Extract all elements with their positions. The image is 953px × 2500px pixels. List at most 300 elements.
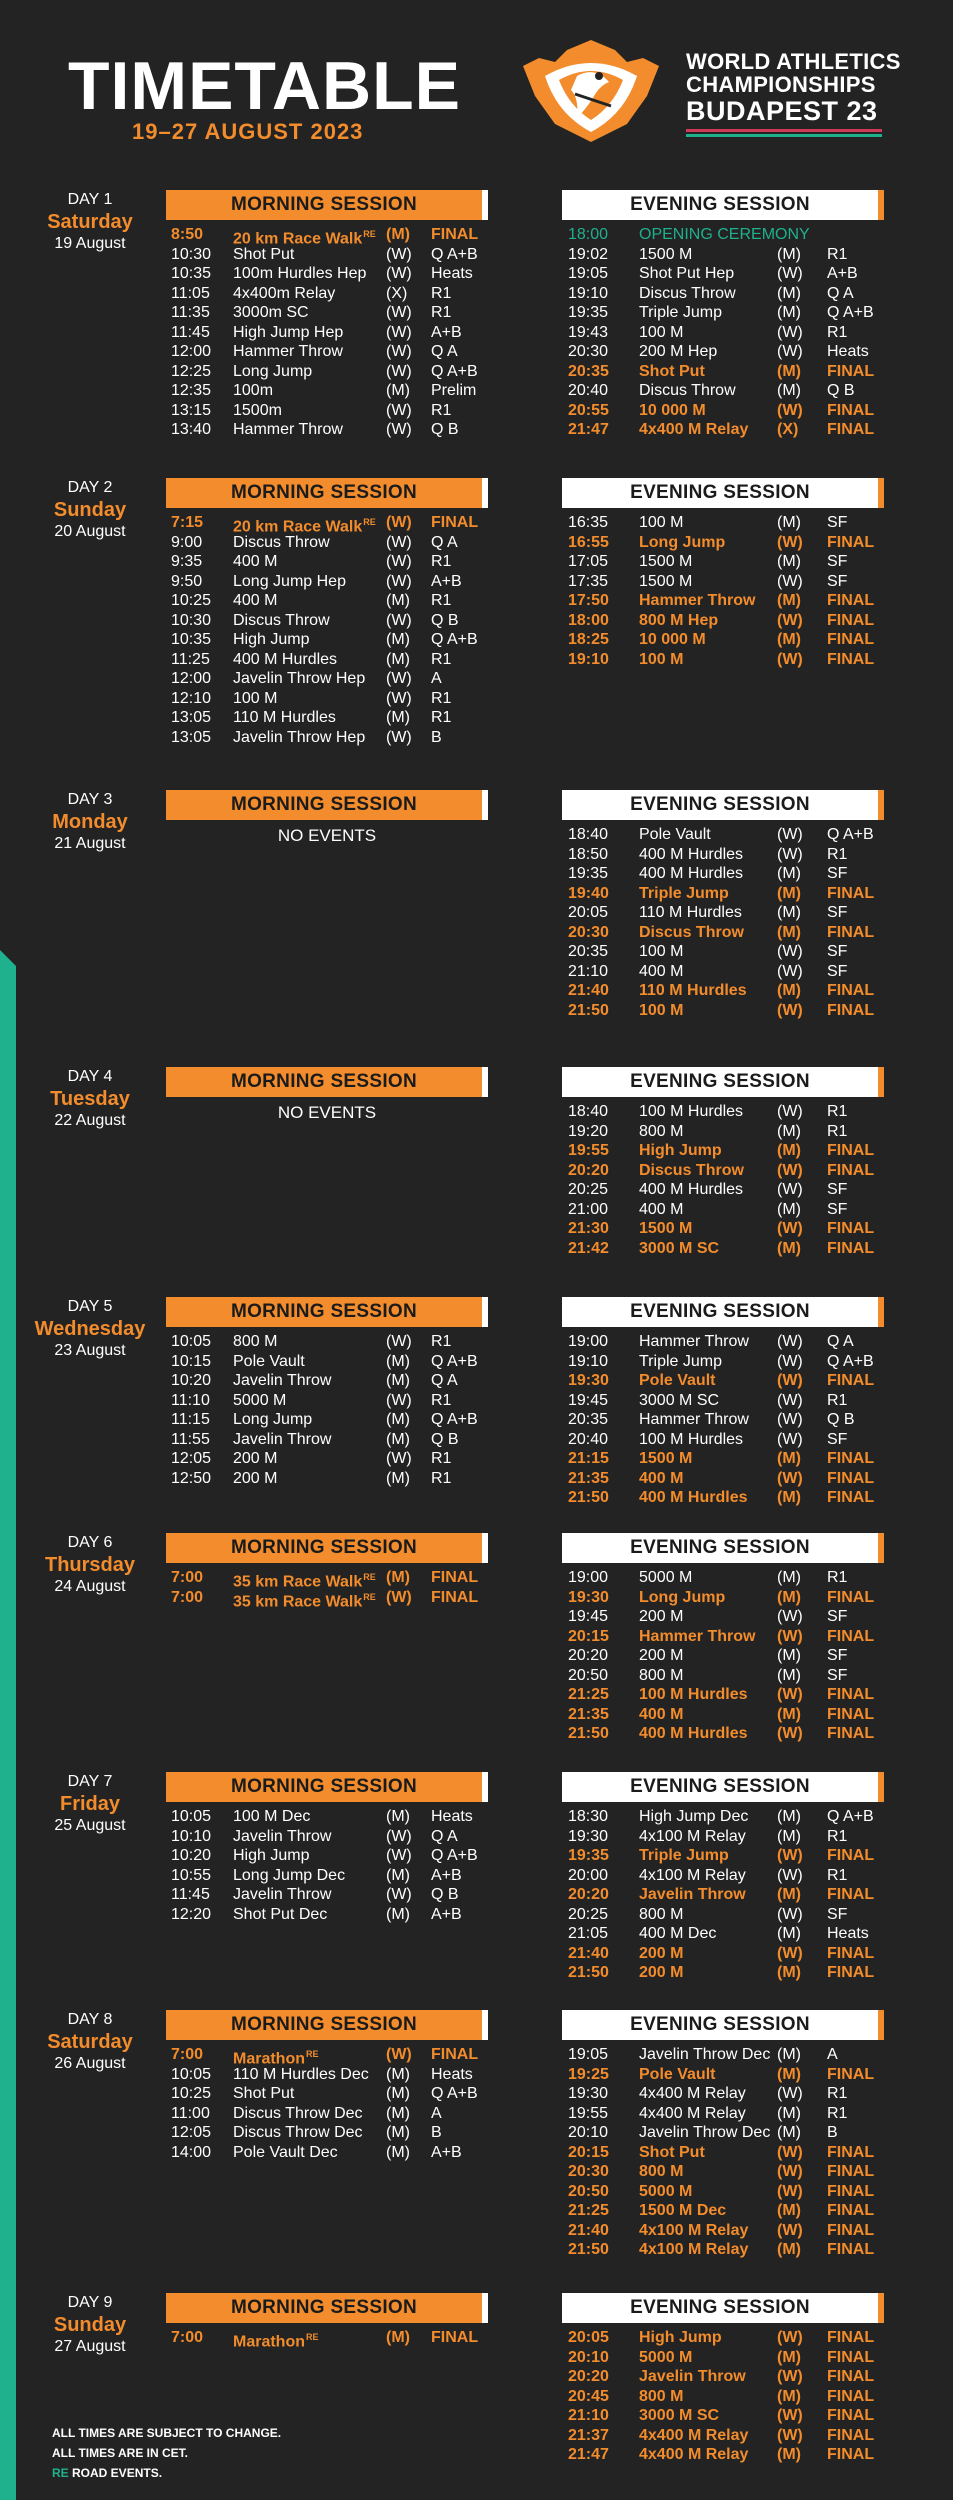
brand-rule-green	[686, 134, 882, 137]
event-name	[233, 1866, 345, 1886]
event-round: R1	[431, 689, 452, 707]
event-gender: (W)	[386, 1333, 412, 1350]
event-round: SF	[827, 514, 848, 531]
morning-session-header: MORNING SESSION	[166, 1772, 488, 1802]
event-round: Q A+B	[431, 1411, 478, 1428]
event-gender: (W)	[777, 826, 803, 843]
event-row	[166, 1410, 488, 1430]
event-round: SF	[827, 572, 848, 590]
morning-session	[166, 478, 488, 747]
event-row	[166, 1807, 488, 1827]
event-round: R1	[431, 1469, 452, 1487]
day-weekday: Friday	[59, 1793, 121, 1815]
event-time: 12:25	[171, 362, 212, 380]
event-row	[562, 245, 884, 265]
event-gender: (W)	[386, 265, 412, 282]
event-gender: (M)	[777, 1142, 801, 1159]
event-gender: (W)	[777, 2368, 803, 2385]
event-gender: (M)	[386, 2065, 410, 2083]
evening-session	[562, 1533, 884, 1744]
event-round: FINAL	[827, 2446, 875, 2463]
event-name	[639, 1239, 719, 1259]
day-weekday: Monday	[52, 811, 128, 833]
event-round: FINAL	[827, 2182, 875, 2200]
event-row	[562, 225, 884, 245]
event-gender: (M)	[777, 2124, 801, 2141]
event-gender: (W)	[777, 943, 803, 960]
event-row	[562, 2406, 884, 2426]
event-row	[562, 1588, 884, 1608]
event-name	[639, 1807, 748, 1827]
event-time: 21:25	[568, 1686, 609, 1703]
day-number: DAY 2	[67, 479, 113, 496]
event-gender: (W)	[777, 1430, 803, 1448]
event-name	[639, 1180, 743, 1200]
event-round: Q A	[431, 1827, 458, 1845]
event-time: 20:20	[568, 1161, 609, 1179]
event-name	[639, 2426, 748, 2446]
event-time: 21:50	[568, 1964, 609, 1981]
event-round: R1	[431, 1333, 452, 1350]
event-row	[562, 1627, 884, 1647]
day-number: DAY 7	[67, 1773, 113, 1790]
event-name	[639, 1685, 747, 1705]
event-row	[166, 342, 488, 362]
event-round: FINAL	[431, 226, 479, 243]
event-row	[562, 401, 884, 421]
event-gender: (M)	[386, 1352, 410, 1370]
event-name	[639, 1963, 683, 1983]
event-round: R1	[827, 845, 848, 863]
event-time: 19:35	[568, 865, 609, 882]
event-name	[639, 981, 747, 1001]
event-name	[639, 2104, 746, 2124]
event-round: FINAL	[827, 1886, 875, 1903]
event-time: 10:25	[171, 2085, 212, 2102]
event-gender: (M)	[386, 709, 410, 726]
event-time: 12:35	[171, 382, 212, 399]
event-name	[639, 962, 683, 982]
event-row	[562, 2123, 884, 2143]
event-time: 10:05	[171, 2065, 212, 2083]
event-gender: (M)	[777, 1886, 801, 1903]
event-row	[562, 1352, 884, 1372]
event-row	[166, 1449, 488, 1469]
event-name	[639, 245, 692, 265]
event-round: Q A	[827, 284, 854, 302]
event-gender: (M)	[777, 1450, 801, 1467]
event-name-text: Javelin Throw	[639, 2368, 746, 2385]
event-time: 20:25	[568, 1181, 609, 1198]
event-gender: (W)	[777, 1411, 803, 1428]
event-name-text: 20 km Race Walk	[233, 518, 363, 536]
event-round: FINAL	[827, 1450, 875, 1467]
event-round: Q A+B	[827, 1808, 874, 1825]
event-name	[639, 1102, 743, 1122]
event-name	[639, 1846, 729, 1866]
event-name	[639, 1371, 715, 1391]
event-round: Q A+B	[827, 1352, 874, 1370]
event-row	[166, 669, 488, 689]
event-name	[639, 1607, 683, 1627]
event-round: Q B	[431, 421, 459, 438]
event-row	[562, 2143, 884, 2163]
morning-session	[166, 1297, 488, 1488]
event-row	[562, 1410, 884, 1430]
event-name	[639, 2162, 683, 2182]
event-name	[639, 1410, 749, 1430]
event-gender: (W)	[386, 533, 412, 551]
event-name	[233, 708, 336, 728]
event-row	[562, 2045, 884, 2065]
event-row	[166, 1846, 488, 1866]
event-time: 21:40	[568, 982, 609, 999]
event-name-text: 800 M	[639, 2163, 684, 2180]
event-name-text: 4x400m Relay	[233, 284, 336, 302]
event-name-text: 400 M Hurdles	[639, 1725, 748, 1742]
event-name-text: High Jump Hep	[233, 323, 344, 341]
event-row	[166, 513, 488, 536]
event-row	[562, 2182, 884, 2202]
event-gender: (M)	[777, 592, 801, 609]
event-row	[562, 1371, 884, 1391]
day-label	[20, 1067, 160, 1131]
event-time: 20:00	[568, 1866, 609, 1884]
event-name-text: Marathon	[233, 2050, 305, 2068]
event-row	[562, 284, 884, 304]
event-gender: (M)	[777, 1122, 801, 1140]
event-name	[639, 1724, 747, 1744]
event-time: 20:30	[568, 343, 609, 360]
event-row	[562, 1568, 884, 1588]
event-time: 20:10	[568, 2348, 609, 2366]
event-row	[562, 1449, 884, 1469]
event-round: FINAL	[827, 2241, 875, 2258]
day-label	[20, 1297, 160, 1361]
event-time: 10:55	[171, 1866, 212, 1884]
event-name	[639, 2387, 683, 2407]
event-gender: (W)	[777, 1161, 803, 1179]
event-name-text: Long Jump Hep	[233, 572, 346, 590]
event-round: FINAL	[827, 2065, 875, 2083]
event-round: R1	[827, 1391, 848, 1409]
event-row	[562, 845, 884, 865]
event-gender: (W)	[386, 553, 412, 570]
event-row	[562, 1141, 884, 1161]
day-label	[20, 190, 160, 254]
event-gender: (M)	[386, 2085, 410, 2102]
event-name	[233, 1885, 331, 1905]
event-row	[562, 2445, 884, 2465]
event-row	[166, 1332, 488, 1352]
event-name	[639, 2328, 722, 2348]
event-name	[233, 1588, 376, 1612]
event-name	[639, 2406, 719, 2426]
day-date: 24 August	[54, 1578, 126, 1595]
event-round: A+B	[431, 1905, 462, 1923]
event-gender: (M)	[777, 1925, 801, 1942]
event-round: R1	[431, 650, 452, 668]
event-gender: (M)	[777, 2202, 801, 2219]
morning-event-list	[166, 1332, 488, 1488]
event-row	[562, 611, 884, 631]
event-time: 19:02	[568, 245, 609, 263]
event-name	[233, 2123, 363, 2143]
event-name-text: Long Jump	[233, 1411, 313, 1428]
day-weekday: Sunday	[53, 2314, 127, 2336]
morning-event-list	[166, 1568, 488, 1610]
footer-note-road-events	[52, 2463, 281, 2483]
event-gender: (M)	[777, 2446, 801, 2463]
event-name	[233, 552, 277, 572]
day-weekday: Thursday	[44, 1554, 136, 1576]
event-name	[639, 825, 711, 845]
event-gender: (M)	[777, 2387, 801, 2405]
event-gender: (W)	[777, 1944, 803, 1962]
event-name-text: 100 M Hurdles	[639, 1430, 744, 1448]
event-round: FINAL	[827, 2143, 875, 2161]
day-date: 21 August	[54, 835, 126, 852]
event-name	[639, 2123, 770, 2143]
evening-session-header: EVENING SESSION	[562, 1772, 884, 1802]
event-round: FINAL	[827, 2407, 875, 2424]
event-time: 21:25	[568, 2202, 609, 2219]
day-date: 25 August	[54, 1817, 126, 1834]
event-name-text: Discus Throw	[639, 284, 736, 302]
event-round: R1	[431, 284, 452, 302]
evening-event-list	[562, 225, 884, 440]
event-name-text: Javelin Throw	[233, 1372, 332, 1389]
morning-session-header: MORNING SESSION	[166, 790, 488, 820]
event-row	[166, 591, 488, 611]
event-time: 17:50	[568, 592, 609, 609]
event-round: Prelim	[431, 382, 477, 399]
event-time: 20:35	[568, 943, 609, 960]
event-row	[166, 1905, 488, 1925]
event-round: Q A	[827, 1333, 854, 1350]
evening-event-list	[562, 2328, 884, 2465]
event-round: Q B	[827, 382, 855, 399]
event-row	[562, 323, 884, 343]
event-gender: (M)	[777, 362, 801, 380]
event-time: 19:55	[568, 2104, 609, 2122]
event-time: 10:10	[171, 1827, 212, 1845]
event-gender: (W)	[386, 1450, 412, 1467]
event-round: FINAL	[827, 592, 875, 609]
event-row	[166, 728, 488, 748]
event-name-text: 10 000 M	[639, 631, 706, 648]
event-row	[562, 264, 884, 284]
event-name	[639, 2201, 726, 2221]
event-name-text: Long Jump	[233, 362, 313, 380]
event-name	[233, 572, 346, 592]
footer-note-timezone: ALL TIMES ARE IN CET.	[52, 2446, 189, 2460]
event-name-text: Javelin Throw	[639, 1886, 746, 1903]
event-round: R1	[431, 1450, 452, 1467]
event-time: 19:10	[568, 284, 609, 302]
morning-session-header: MORNING SESSION	[166, 1067, 488, 1097]
event-name	[233, 342, 343, 362]
event-row	[562, 1705, 884, 1725]
event-name	[233, 381, 273, 401]
event-gender: (M)	[386, 1411, 410, 1428]
event-gender: (M)	[777, 1489, 801, 1506]
event-gender: (W)	[777, 650, 803, 668]
event-name-text: Shot Put	[639, 2143, 705, 2161]
event-name-text: Shot Put Hep	[639, 265, 735, 282]
event-gender: (W)	[386, 1827, 412, 1845]
event-gender: (W)	[777, 1469, 803, 1487]
event-gender: (M)	[386, 1569, 410, 1586]
event-time: 20:30	[568, 923, 609, 941]
morning-session-header: MORNING SESSION	[166, 2010, 488, 2040]
event-time: 17:35	[568, 572, 609, 590]
event-name	[639, 884, 729, 904]
event-name-text: 200 M	[639, 1944, 684, 1962]
event-time: 11:10	[171, 1391, 210, 1409]
day-date: 26 August	[54, 2055, 126, 2072]
event-gender: (M)	[777, 2348, 801, 2366]
event-name	[233, 1827, 331, 1847]
event-round: R1	[431, 709, 452, 726]
event-round: FINAL	[827, 1944, 875, 1962]
event-round: FINAL	[431, 2046, 479, 2063]
event-round: A+B	[431, 323, 462, 341]
event-round: R1	[431, 304, 452, 321]
day-date: 19 August	[54, 235, 126, 252]
event-name-text: Hammer Throw	[233, 421, 343, 438]
event-time: 19:55	[568, 1142, 609, 1159]
event-name	[639, 1944, 683, 1964]
event-row	[562, 1180, 884, 1200]
morning-session-header: MORNING SESSION	[166, 478, 488, 508]
event-gender: (M)	[386, 631, 410, 648]
morning-event-list	[166, 2328, 488, 2351]
event-name-text: 200 M	[639, 1647, 684, 1664]
event-name-text: Javelin Throw Dec	[639, 2124, 771, 2141]
event-row	[562, 630, 884, 650]
day-date: 20 August	[54, 523, 126, 540]
event-time: 19:30	[568, 1372, 609, 1389]
event-round: SF	[827, 943, 848, 960]
header	[0, 0, 953, 170]
event-gender: (X)	[777, 421, 799, 438]
event-row	[166, 420, 488, 440]
event-name-text: Pole Vault	[639, 1372, 716, 1389]
day-date: 22 August	[54, 1112, 126, 1129]
event-name	[639, 2367, 746, 2387]
event-time: 21:15	[568, 1450, 609, 1467]
event-row	[562, 1666, 884, 1686]
event-name	[639, 513, 683, 533]
event-gender: (W)	[777, 2221, 803, 2239]
event-round: SF	[827, 553, 848, 570]
event-name-text: Pole Vault	[639, 826, 711, 843]
event-name-text: Javelin Throw	[233, 1886, 332, 1903]
event-gender: (X)	[386, 284, 408, 302]
event-gender: (W)	[777, 2329, 803, 2346]
event-name-text: 400 M Hurdles	[639, 1181, 744, 1198]
championship-brand	[686, 50, 901, 137]
event-row	[562, 1488, 884, 1508]
event-name	[233, 1449, 277, 1469]
event-round: FINAL	[827, 1964, 875, 1981]
event-round: Q A	[431, 533, 458, 551]
event-name	[233, 1807, 310, 1827]
event-time: 21:40	[568, 1944, 609, 1962]
morning-event-list	[166, 2045, 488, 2162]
event-time: 20:50	[568, 2182, 609, 2200]
event-round: FINAL	[827, 1588, 875, 1606]
event-row	[166, 572, 488, 592]
event-gender: (W)	[777, 343, 803, 360]
event-name	[233, 1469, 277, 1489]
event-name-text: 200 M	[233, 1469, 278, 1487]
event-row	[166, 1391, 488, 1411]
event-name-text: 800 M	[639, 2387, 684, 2405]
event-gender: (W)	[777, 2407, 803, 2424]
event-time: 12:00	[171, 343, 212, 360]
event-name	[639, 1219, 692, 1239]
event-gender: (W)	[777, 962, 803, 980]
event-name	[233, 611, 330, 631]
event-time: 19:45	[568, 1608, 609, 1625]
event-gender: (W)	[777, 1725, 803, 1742]
event-round: FINAL	[431, 1569, 479, 1586]
event-round: FINAL	[827, 2368, 875, 2385]
event-row	[166, 1352, 488, 1372]
event-round: A+B	[431, 1866, 462, 1884]
event-name	[639, 342, 717, 362]
event-row	[562, 1905, 884, 1925]
event-name-text: Triple Jump	[639, 304, 722, 321]
event-name	[639, 2065, 715, 2085]
event-name-text: Discus Throw	[639, 382, 736, 399]
event-time: 21:35	[568, 1469, 609, 1487]
event-gender: (W)	[777, 1333, 803, 1350]
event-name-text: 110 M Hurdles	[639, 904, 742, 921]
event-name	[639, 572, 692, 592]
event-name-text: 1500 M	[639, 1450, 693, 1467]
event-round: FINAL	[827, 1705, 875, 1723]
morning-session	[166, 790, 488, 846]
event-round: Q A+B	[431, 1352, 478, 1370]
event-round: SF	[827, 1666, 848, 1684]
event-gender: (W)	[386, 1391, 412, 1409]
event-name	[639, 381, 736, 401]
event-row	[166, 401, 488, 421]
event-gender: (M)	[386, 1469, 410, 1487]
event-gender: (W)	[386, 2046, 412, 2063]
morning-session	[166, 190, 488, 440]
event-round: FINAL	[827, 2163, 875, 2180]
side-accent-bar	[0, 950, 16, 2500]
event-name	[233, 303, 309, 323]
event-time: 20:40	[568, 1430, 609, 1448]
event-round: FINAL	[827, 2348, 875, 2366]
event-time: 13:40	[171, 421, 212, 438]
road-event-marker: RE	[306, 2049, 319, 2059]
event-gender: (W)	[777, 2143, 803, 2161]
event-name-text: Pole Vault	[639, 2065, 716, 2083]
event-time: 10:35	[171, 265, 212, 282]
event-name-text: Discus Throw	[233, 533, 330, 551]
event-name-text: 4x100 M Relay	[639, 2241, 749, 2258]
event-name-text: High Jump	[233, 631, 310, 648]
event-round: FINAL	[431, 2329, 479, 2346]
event-time: 21:10	[568, 2407, 609, 2424]
event-name-text: 100 M	[639, 514, 684, 531]
